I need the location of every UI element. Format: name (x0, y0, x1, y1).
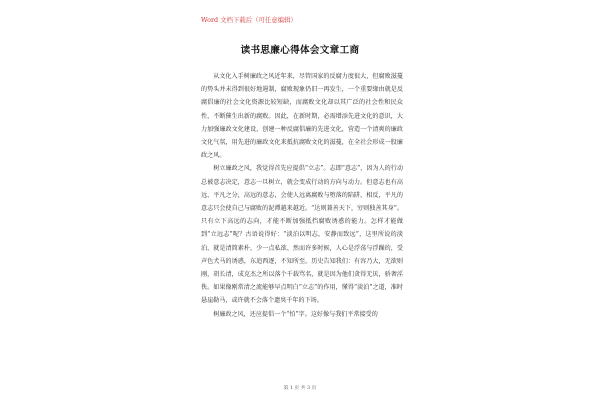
header-note: Word 文档下载后（可任意编辑） (201, 16, 297, 24)
paragraph-2: 树立廉政之风，我觉得首先应提倡“立志”。志即“意志”，因为人的行动总被意志决定，意志一旦树立，就会变成行动的方向与动力。但意志也有高远、平凡之分，高远的意志，会使人远离腐败与堕落的陷阱，相反，平凡的意志只会使自己与腐败的泥潭越来越近。“达则兼善天下，穷则独善其身”。只有立下高远的志向，才能不断加强抵挡腐败诱惑的能力。怎样才能做到“立远志”呢？古语说得好：“淡泊以明志，安静而致远”，这里所说的淡泊，就是清简素朴，少一点私欲、然而许多时候，人心是浮荡与浮躁的，受声色犬马的诱惑，东追西逐，不知所至。历史告知我们：有容乃大，无欲则刚，胡长清，成克杰之所以落个千载骂名，就是因为他们贪得无厌，骄奢淫佚。如果像刚常清之流能够早点明白“立志”的作用，懂得“淡泊”之道，准时悬崖勒马，或许就不会落个遗臭千年的下场。 (201, 165, 403, 305)
page-footer: 第 1 页 共 3 页 (283, 386, 317, 391)
paragraph-3: 树廉政之风，还应提倡一个“怕”字。这好像与我们平常接受的 (213, 310, 378, 318)
document-title: 读书思廉心得体会文章工商 (240, 45, 360, 56)
paragraph-1: 从文化入手树廉政之风近年来，尽管国家的反腐力度很大，但腐败滋蔓的势头并未得到很好地遏制，腐败现象仍旧一再发生，一个重要缘由就是反腐倡廉的社会文化资源比较短缺，而腐败文化却以其广泛的社会性和民众性，不断催生出新的腐败。因此，在新时期，必需增添先进文化的意识，大力加强廉政文化建设，创建一种反腐倡廉的先进文化，营造一个清爽的廉政文化气氛，用先进的廉政文化来抵抗腐败文化的滋蔓，在全社会形成一股廉政之风。 (201, 73, 403, 160)
document-body (201, 70, 403, 321)
